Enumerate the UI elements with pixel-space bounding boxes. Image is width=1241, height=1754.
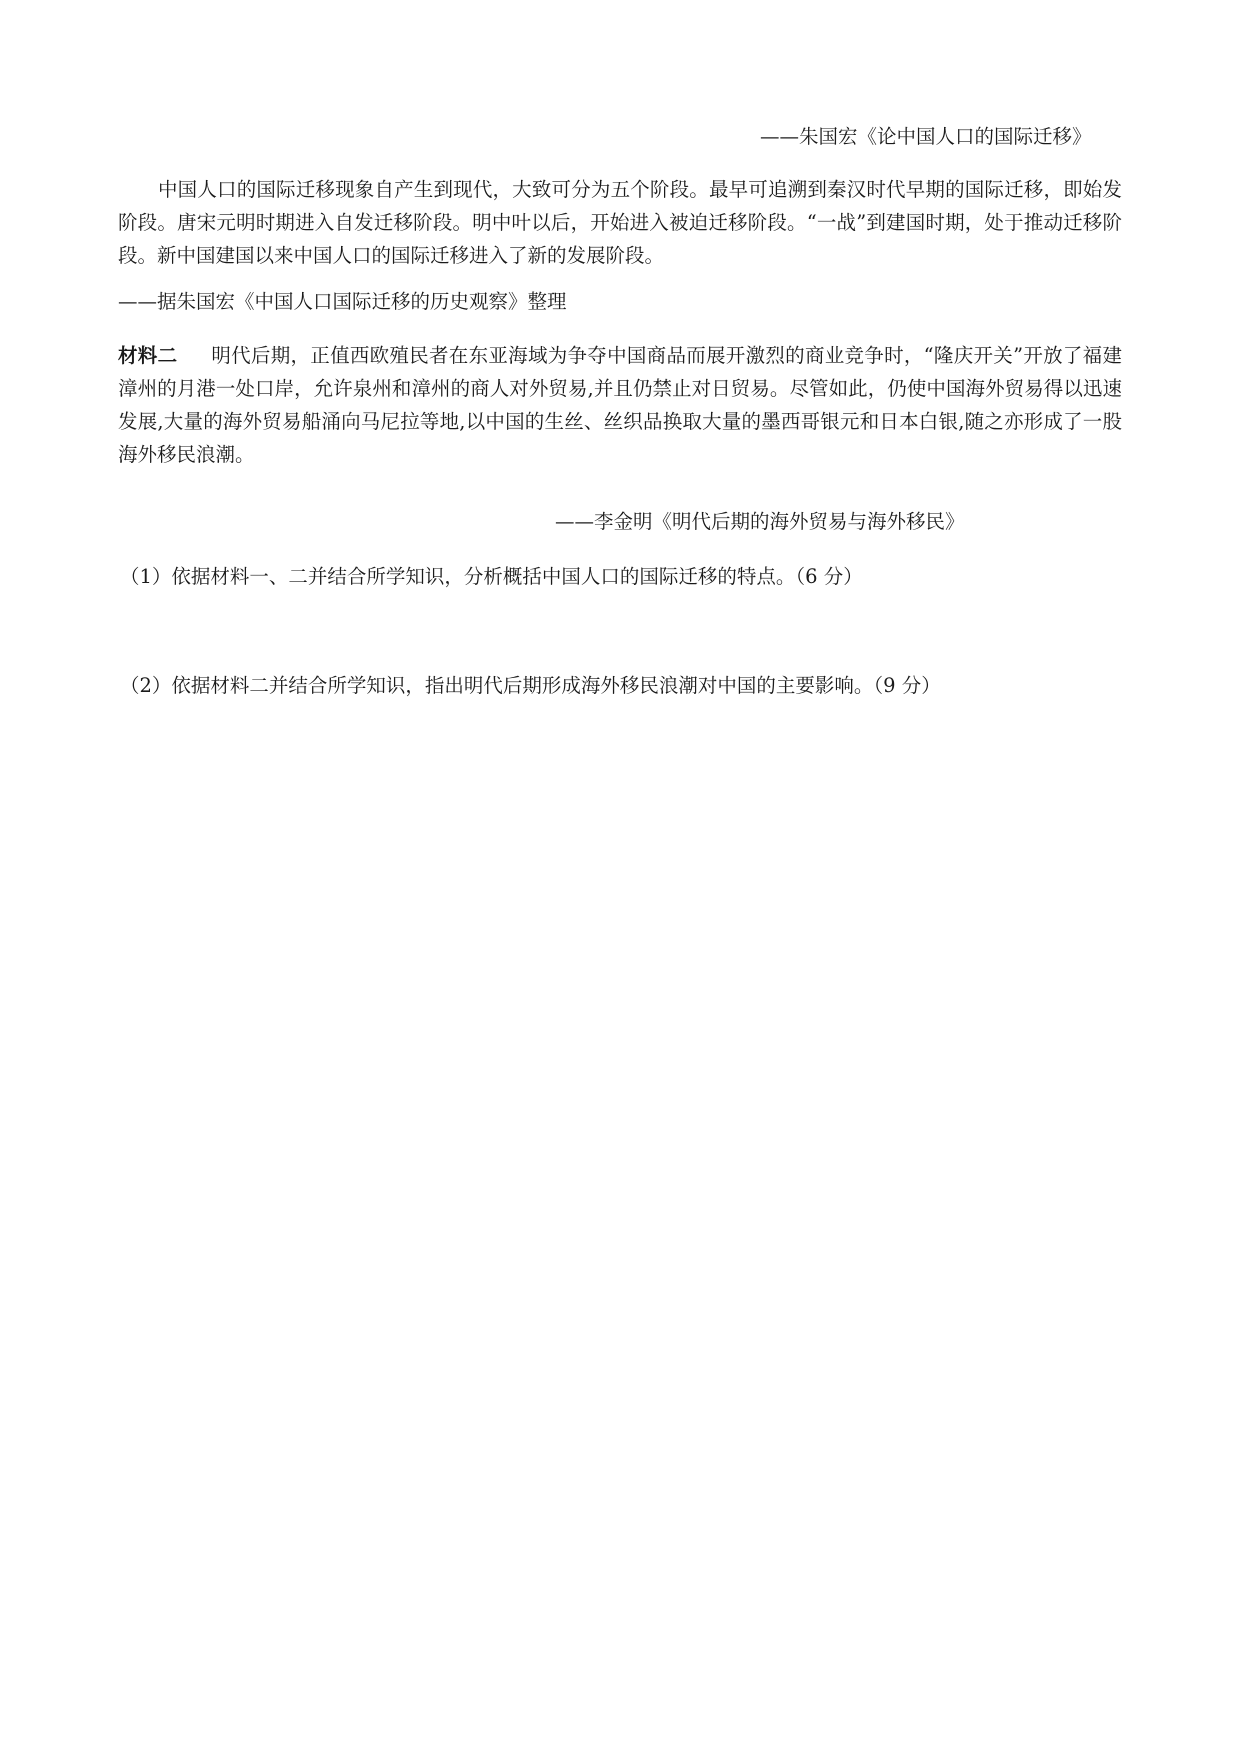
material-two-paragraph: 明代后期，正值西欧殖民者在东亚海域为争夺中国商品而展开激烈的商业竞争时，“隆庆开关”开放了福建漳州的月港一处口岸，允许泉州和漳州的商人对外贸易,并且仍禁止对日贸易。尽管如此，仍使中国海外贸易得以迅速发展,大量的海外贸易船涌向马尼拉等地,以中国的生丝、丝织品换取大量的墨西哥银元和日本白银,随之亦形成了一股海外移民浪潮。 [118,344,1122,466]
material-two-block [118,339,1122,471]
citation-li-jinming: ——李金明《明代后期的海外贸易与海外移民》 [555,510,965,533]
material-two-label: 材料二 [118,344,178,367]
citation-zhu-guohong-2: ——据朱国宏《中国人口国际迁移的历史观察》整理 [118,290,567,313]
material-one-paragraph: 中国人口的国际迁移现象自产生到现代，大致可分为五个阶段。最早可追溯到秦汉时代早期的国际迁移，即始发阶段。唐宋元明时期进入自发迁移阶段。明中叶以后，开始进入被迫迁移阶段。“一战”到建国时期，处于推动迁移阶段。新中国建国以来中国人口的国际迁移进入了新的发展阶段。 [118,178,1122,267]
citation-zhu-guohong-1: ——朱国宏《论中国人口的国际迁移》 [760,125,1092,148]
question-1: （1）依据材料一、二并结合所学知识，分析概括中国人口的国际迁移的特点。（6 分） [120,565,863,588]
question-2: （2）依据材料二并结合所学知识，指出明代后期形成海外移民浪潮对中国的主要影响。（9 分） [120,674,941,697]
